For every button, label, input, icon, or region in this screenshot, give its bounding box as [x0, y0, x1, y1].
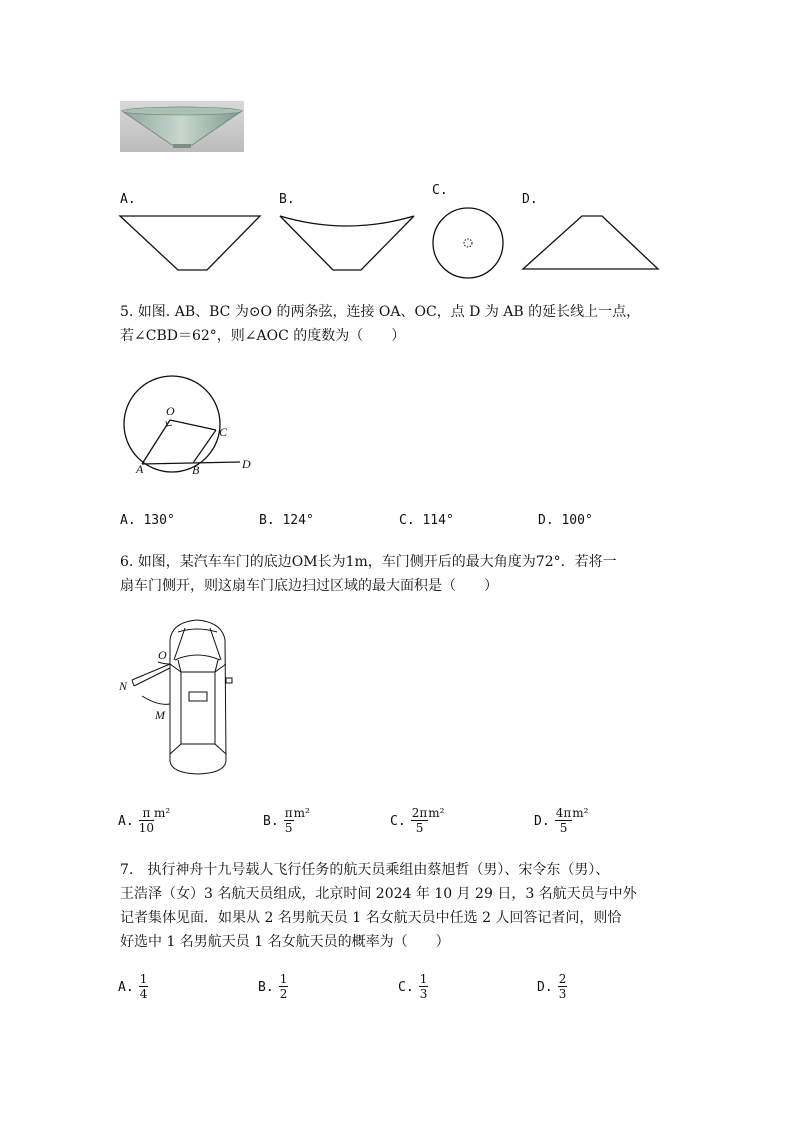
- q7-option-c-letter: C.: [398, 980, 414, 995]
- q6-option-a-unit: m²: [154, 806, 171, 820]
- q6-option-d-unit: m²: [572, 806, 589, 820]
- q6-option-c-unit: m²: [428, 806, 445, 820]
- q6-option-c-letter: C.: [390, 814, 406, 829]
- q6-option-a: [118, 806, 170, 835]
- q7-option-a: [118, 972, 148, 1001]
- q6-option-d-num: 4π: [555, 806, 572, 820]
- q5-option-c: C. 114°: [399, 513, 454, 528]
- q6-option-a-fraction: [139, 806, 154, 835]
- q6-option-b-fraction: [284, 806, 294, 835]
- q5-point-b: B: [192, 463, 200, 477]
- q6-option-b-letter: B.: [263, 814, 279, 829]
- q5-point-d: D: [242, 457, 251, 471]
- q6-option-c-num: 2π: [411, 806, 428, 820]
- q7-option-b-den: 2: [279, 987, 288, 1001]
- q7-option-d-letter: D.: [537, 980, 553, 995]
- q7-option-a-num: 1: [139, 972, 148, 986]
- q7-stem-line4: 好选中 1 名男航天员 1 名女航天员的概率为（ ）: [120, 934, 450, 950]
- q7-option-a-fraction: [139, 972, 149, 1001]
- q6-option-b-den: 5: [284, 821, 293, 835]
- q5-point-a: A: [136, 462, 144, 476]
- q5-option-a: A. 130°: [120, 513, 175, 528]
- q6-point-n: N: [119, 679, 128, 693]
- q4-option-a-letter: A.: [120, 192, 136, 207]
- q7-option-a-den: 4: [139, 987, 148, 1001]
- q6-point-m: M: [155, 708, 165, 722]
- q7-option-d-num: 2: [558, 972, 567, 986]
- q4-option-b-letter: B.: [279, 192, 295, 207]
- q5-stem-line2: 若∠CBD＝62°，则∠AOC 的度数为（ ）: [120, 328, 406, 344]
- q7-stem-line2: 王浩泽（女）3 名航天员组成，北京时间 2024 年 10 月 29 日，3 名航天员与中外: [120, 886, 637, 902]
- q5-point-o: O: [166, 404, 175, 418]
- q6-option-b-num: π: [284, 806, 293, 820]
- q5-stem-line1: 5. 如图. AB、BC 为⊙O 的两条弦，连接 OA、OC，点 D 为 AB 的延长线上一点，: [120, 304, 641, 320]
- q6-option-c: [390, 806, 444, 835]
- q6-option-c-den: 5: [415, 821, 424, 835]
- q7-option-b-fraction: [279, 972, 289, 1001]
- q6-option-d-letter: D.: [534, 814, 550, 829]
- q7-option-d-den: 3: [558, 987, 567, 1001]
- q7-option-b-num: 1: [279, 972, 288, 986]
- q6-option-d-fraction: [555, 806, 573, 835]
- q7-stem-line1: 7. 执行神舟十九号载人飞行任务的航天员乘组由蔡旭哲（男）、宋令东（男）、: [120, 862, 610, 878]
- q7-option-c-fraction: [419, 972, 429, 1001]
- q6-stem-line2: 扇车门侧开，则这扇车门底边扫过区域的最大面积是（ ）: [120, 578, 498, 594]
- q7-stem-line3: 记者集体见面．如果从 2 名男航天员 1 名女航天员中任选 2 人回答记者问，则恰: [120, 910, 622, 926]
- q7-option-c-num: 1: [419, 972, 428, 986]
- q5-option-b: B. 124°: [259, 513, 314, 528]
- q6-option-b-unit: m²: [293, 806, 310, 820]
- q7-option-c: [398, 972, 428, 1001]
- q7-option-c-den: 3: [419, 987, 428, 1001]
- q6-option-c-fraction: [411, 806, 429, 835]
- q6-option-b: [263, 806, 310, 835]
- q7-option-d-fraction: [558, 972, 568, 1001]
- q6-option-d-den: 5: [559, 821, 568, 835]
- q7-option-b-letter: B.: [258, 980, 274, 995]
- q4-option-d-letter: D.: [522, 192, 538, 207]
- q4-option-c-letter: C.: [432, 183, 448, 198]
- q7-option-b: [258, 972, 288, 1001]
- q6-option-d: [534, 806, 588, 835]
- q7-option-d: [537, 972, 567, 1001]
- q7-option-a-letter: A.: [118, 980, 134, 995]
- q6-point-o: O: [158, 648, 167, 662]
- q6-option-a-letter: A.: [118, 814, 134, 829]
- q5-point-c: C: [219, 425, 228, 439]
- q6-stem-line1: 6. 如图，某汽车车门的底边OM长为1m，车门侧开后的最大角度为72°．若将一: [120, 554, 617, 570]
- q6-option-a-num: π: [139, 806, 154, 821]
- q6-option-a-den: 10: [138, 821, 155, 835]
- q5-option-d: D. 100°: [538, 513, 593, 528]
